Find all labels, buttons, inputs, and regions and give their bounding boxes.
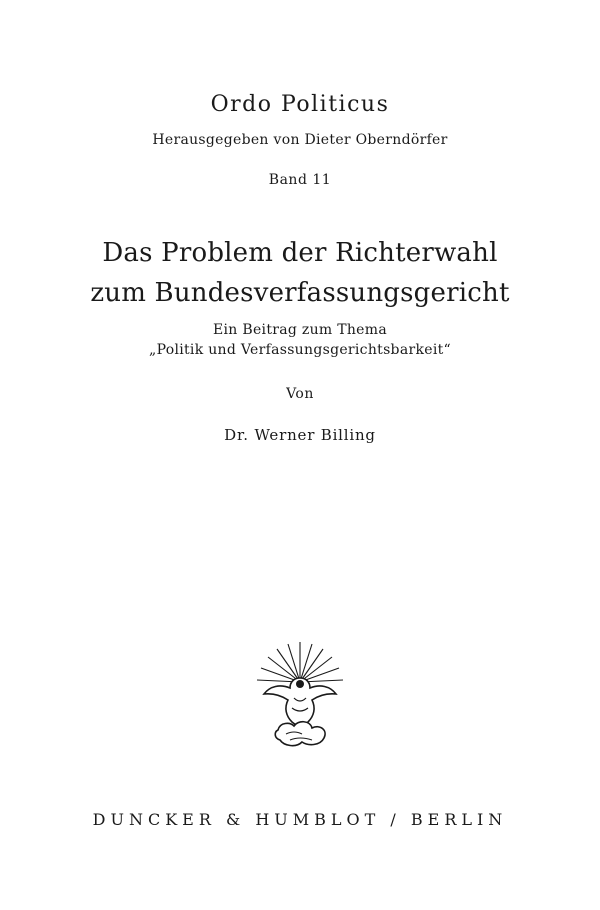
book-title-line-2: zum Bundesverfassungsgericht <box>90 278 510 308</box>
series-title: Ordo Politicus <box>210 92 390 117</box>
eagle-sunburst-icon <box>250 638 350 750</box>
by-label: Von <box>286 386 314 402</box>
publisher-imprint: DUNCKER & HUMBLOT / BERLIN <box>92 810 508 829</box>
book-title-line-1: Das Problem der Richterwahl <box>102 238 498 268</box>
author-name: Dr. Werner Billing <box>224 426 376 444</box>
book-subtitle-line-2: „Politik und Verfassungsgerichtsbarkeit“ <box>149 342 451 358</box>
book-subtitle-line-1: Ein Beitrag zum Thema <box>213 322 387 338</box>
series-editor: Herausgegeben von Dieter Oberndörfer <box>152 132 448 148</box>
volume-number: Band 11 <box>268 172 332 188</box>
